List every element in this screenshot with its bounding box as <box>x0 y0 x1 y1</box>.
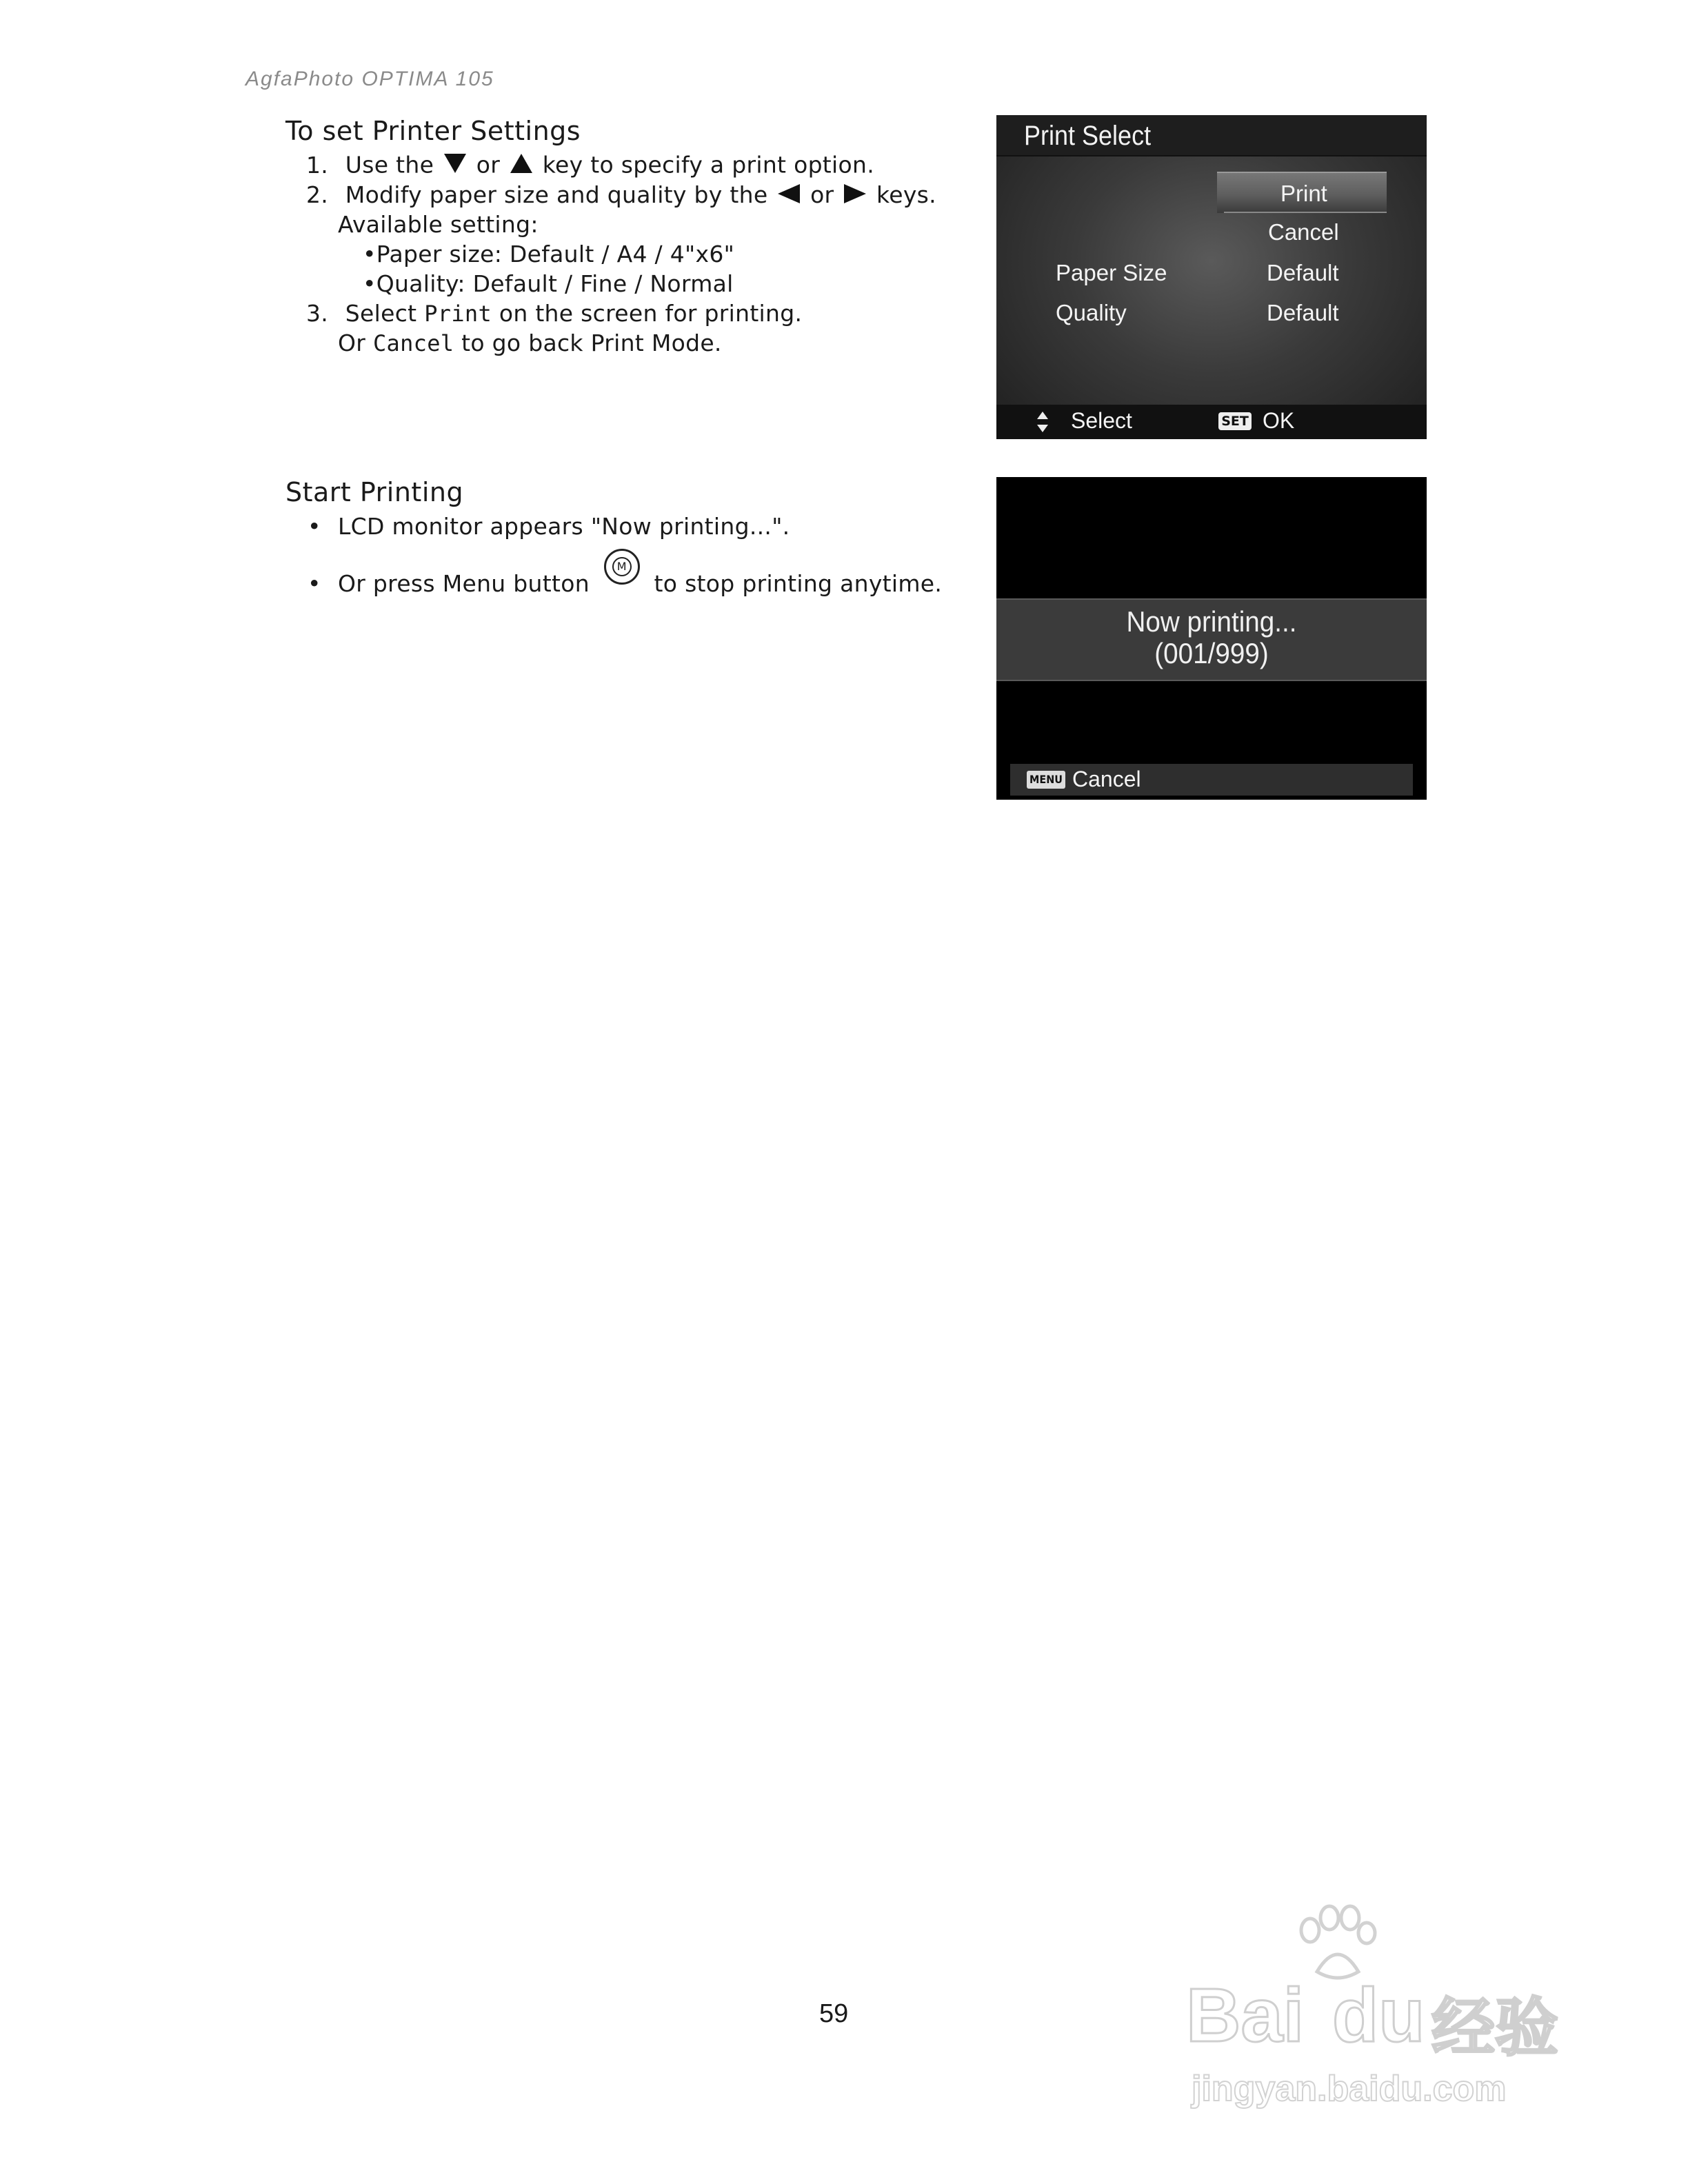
menu-button-icon <box>604 549 640 585</box>
available-setting: Available setting: <box>338 211 539 238</box>
print-option[interactable]: Print <box>1280 181 1327 206</box>
left-arrow-icon <box>775 183 803 210</box>
step-3b-post: to go back Print Mode. <box>461 330 722 356</box>
now-printing-text: Now printing... <box>1126 605 1297 638</box>
step-1-number: 1. <box>306 151 329 179</box>
ok-hint: OK <box>1263 408 1295 433</box>
step-2-number: 2. <box>306 181 329 208</box>
up-down-arrows-icon <box>1035 410 1050 436</box>
step-1-mid: or <box>476 151 501 179</box>
bullet-2-pre: Or press Menu button <box>338 570 590 597</box>
baidu-watermark <box>1186 1903 1572 2110</box>
step-3 <box>306 300 802 327</box>
print-counter: (001/999) <box>1154 637 1269 669</box>
bullet-dot: • <box>308 513 321 540</box>
step-2-pre: Modify paper size and quality by the <box>345 181 768 208</box>
step-1-pre: Use the <box>345 151 434 179</box>
cancel-option[interactable]: Cancel <box>1268 219 1339 245</box>
step-3-post: on the screen for printing. <box>499 300 803 327</box>
menu-button-badge: MENU <box>1027 771 1065 789</box>
document-header: AgfaPhoto OPTIMA 105 <box>245 68 494 90</box>
paper-size-options: •Paper size: Default / A4 / 4"x6" <box>363 241 735 267</box>
screen-titlebar <box>996 115 1427 156</box>
step-2-post: keys. <box>876 181 936 208</box>
step-3-pre: Select <box>345 300 417 327</box>
printer-settings-title: To set Printer Settings <box>285 116 581 146</box>
paper-size-value[interactable]: Default <box>1267 260 1339 285</box>
paper-size-label: Paper Size <box>1056 260 1167 285</box>
start-printing-bullet-1 <box>308 513 790 540</box>
quality-label: Quality <box>1056 300 1127 325</box>
select-hint: Select <box>1071 408 1132 433</box>
start-printing-bullet-2 <box>308 549 942 597</box>
step-2-mid: or <box>810 181 834 208</box>
step-1 <box>306 151 874 181</box>
menu-button-icon-letter: M <box>612 557 632 576</box>
cancel-hint: Cancel <box>1072 767 1141 791</box>
step-1-post: key to specify a print option. <box>542 151 875 179</box>
step-3b <box>338 330 722 356</box>
start-printing-title: Start Printing <box>285 477 464 507</box>
quality-value[interactable]: Default <box>1267 300 1339 325</box>
watermark-chinese: 经验 <box>1431 1991 1559 2065</box>
watermark-brand: Bai <box>1186 1973 1305 2058</box>
bullet-1-text: LCD monitor appears "Now printing...". <box>338 513 790 540</box>
watermark-url: jingyan.baidu.com <box>1192 2069 1507 2109</box>
bullet-dot: • <box>308 570 321 597</box>
print-select-screen <box>996 115 1427 439</box>
set-button-badge: SET <box>1218 412 1252 430</box>
now-printing-screen <box>996 477 1427 800</box>
screen-bottombar <box>996 405 1427 439</box>
page-number: 59 <box>819 1999 849 2028</box>
step-3-keyword: Print <box>424 301 492 327</box>
quality-options: •Quality: Default / Fine / Normal <box>363 270 734 297</box>
step-2 <box>306 181 936 210</box>
step-3-number: 3. <box>306 300 329 327</box>
divider <box>1224 212 1387 213</box>
bullet-2-post: to stop printing anytime. <box>654 570 943 597</box>
up-arrow-icon <box>508 151 535 181</box>
down-arrow-icon <box>441 151 469 181</box>
step-3b-pre: Or <box>338 330 366 356</box>
screen-title: Print Select <box>1024 121 1152 151</box>
step-3b-keyword: Cancel <box>372 330 454 356</box>
right-arrow-icon <box>841 183 869 210</box>
cancel-bar[interactable] <box>1010 764 1413 796</box>
watermark-brand-2: du <box>1332 1973 1425 2058</box>
